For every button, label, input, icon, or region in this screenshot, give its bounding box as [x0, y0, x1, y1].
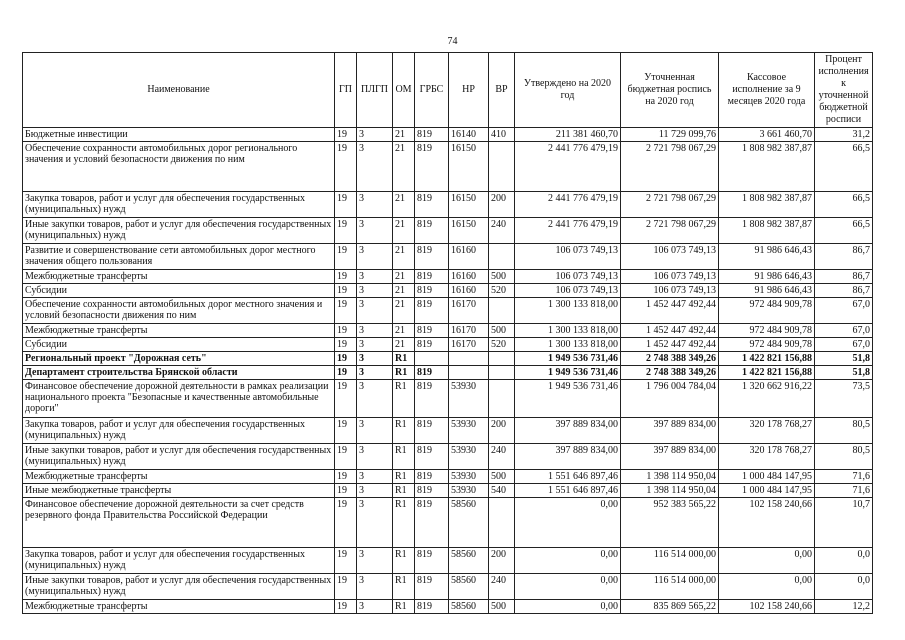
cell-om: R1 [393, 352, 415, 366]
cell-vr [489, 244, 515, 270]
cell-vr [489, 498, 515, 548]
cell-percent: 66,5 [815, 218, 873, 244]
cell-name: Субсидии [23, 284, 335, 298]
cell-percent: 10,7 [815, 498, 873, 548]
cell-vr: 540 [489, 484, 515, 498]
header-percent: Процент исполнения к уточненной бюджетной росписи [815, 53, 873, 128]
cell-plgp: 3 [357, 324, 393, 338]
cell-cash: 972 484 909,78 [719, 298, 815, 324]
cell-grbs: 819 [415, 418, 449, 444]
cell-name: Департамент строительства Брянской области [23, 366, 335, 380]
cell-grbs: 819 [415, 380, 449, 418]
cell-cash: 102 158 240,66 [719, 600, 815, 614]
cell-gp: 19 [335, 498, 357, 548]
cell-om: R1 [393, 548, 415, 574]
cell-plgp: 3 [357, 284, 393, 298]
cell-name: Бюджетные инвестиции [23, 128, 335, 142]
cell-refined: 1 452 447 492,44 [621, 298, 719, 324]
cell-nr: 58560 [449, 548, 489, 574]
cell-refined: 397 889 834,00 [621, 418, 719, 444]
cell-cash: 320 178 768,27 [719, 444, 815, 470]
cell-om: 21 [393, 298, 415, 324]
cell-vr: 240 [489, 574, 515, 600]
cell-gp: 19 [335, 574, 357, 600]
cell-name: Обеспечение сохранности автомобильных дорог регионального значения и условий безопасности движения по ним [23, 142, 335, 192]
cell-om: R1 [393, 444, 415, 470]
cell-refined: 397 889 834,00 [621, 444, 719, 470]
cell-plgp: 3 [357, 270, 393, 284]
cell-name: Обеспечение сохранности автомобильных дорог местного значения и условий безопасности движения по ним [23, 298, 335, 324]
cell-grbs [415, 352, 449, 366]
table-row [23, 192, 873, 218]
cell-nr: 16150 [449, 142, 489, 192]
cell-cash: 320 178 768,27 [719, 418, 815, 444]
table-row [23, 470, 873, 484]
cell-grbs: 819 [415, 484, 449, 498]
cell-cash: 1 000 484 147,95 [719, 470, 815, 484]
cell-percent: 71,6 [815, 484, 873, 498]
cell-plgp: 3 [357, 574, 393, 600]
cell-grbs: 819 [415, 498, 449, 548]
cell-plgp: 3 [357, 418, 393, 444]
cell-nr: 53930 [449, 444, 489, 470]
cell-gp: 19 [335, 338, 357, 352]
cell-cash: 0,00 [719, 548, 815, 574]
cell-plgp: 3 [357, 484, 393, 498]
cell-vr: 240 [489, 444, 515, 470]
cell-refined: 2 721 798 067,29 [621, 218, 719, 244]
cell-cash: 0,00 [719, 574, 815, 600]
cell-plgp: 3 [357, 142, 393, 192]
cell-vr [489, 380, 515, 418]
cell-approved: 0,00 [515, 574, 621, 600]
cell-approved: 0,00 [515, 600, 621, 614]
cell-om: 21 [393, 244, 415, 270]
cell-cash: 1 808 982 387,87 [719, 218, 815, 244]
header-vr: ВР [489, 53, 515, 128]
cell-cash: 972 484 909,78 [719, 338, 815, 352]
cell-nr: 16160 [449, 244, 489, 270]
cell-gp: 19 [335, 298, 357, 324]
cell-name: Иные межбюджетные трансферты [23, 484, 335, 498]
cell-nr: 16160 [449, 270, 489, 284]
cell-gp: 19 [335, 128, 357, 142]
header-plgp: ПЛГП [357, 53, 393, 128]
cell-approved: 2 441 776 479,19 [515, 142, 621, 192]
cell-om: R1 [393, 380, 415, 418]
cell-refined: 835 869 565,22 [621, 600, 719, 614]
cell-percent: 51,8 [815, 352, 873, 366]
table-row [23, 338, 873, 352]
cell-grbs: 819 [415, 470, 449, 484]
cell-gp: 19 [335, 600, 357, 614]
cell-om: 21 [393, 128, 415, 142]
cell-name: Межбюджетные трансферты [23, 324, 335, 338]
cell-nr: 16140 [449, 128, 489, 142]
cell-approved: 0,00 [515, 498, 621, 548]
table-row [23, 218, 873, 244]
table-row [23, 444, 873, 470]
table-row [23, 484, 873, 498]
cell-grbs: 819 [415, 128, 449, 142]
cell-cash: 1 422 821 156,88 [719, 352, 815, 366]
cell-om: 21 [393, 324, 415, 338]
cell-percent: 66,5 [815, 142, 873, 192]
cell-grbs: 819 [415, 366, 449, 380]
cell-vr [489, 142, 515, 192]
table-row [23, 324, 873, 338]
table-row [23, 380, 873, 418]
cell-vr: 500 [489, 324, 515, 338]
cell-grbs: 819 [415, 192, 449, 218]
cell-refined: 116 514 000,00 [621, 574, 719, 600]
cell-gp: 19 [335, 352, 357, 366]
page-number: 74 [447, 36, 458, 47]
cell-cash: 1 320 662 916,22 [719, 380, 815, 418]
cell-grbs: 819 [415, 338, 449, 352]
cell-name: Иные закупки товаров, работ и услуг для обеспечения государственных (муниципальных) нужд [23, 574, 335, 600]
cell-gp: 19 [335, 192, 357, 218]
header-approved: Утверждено на 2020 год [515, 53, 621, 128]
cell-refined: 1 452 447 492,44 [621, 338, 719, 352]
cell-cash: 91 986 646,43 [719, 270, 815, 284]
cell-refined: 2 748 388 349,26 [621, 366, 719, 380]
cell-nr: 16150 [449, 192, 489, 218]
cell-gp: 19 [335, 284, 357, 298]
cell-plgp: 3 [357, 366, 393, 380]
cell-gp: 19 [335, 418, 357, 444]
header-name: Наименование [23, 53, 335, 128]
cell-gp: 19 [335, 484, 357, 498]
cell-plgp: 3 [357, 498, 393, 548]
cell-name: Субсидии [23, 338, 335, 352]
cell-grbs: 819 [415, 444, 449, 470]
cell-percent: 80,5 [815, 418, 873, 444]
cell-plgp: 3 [357, 352, 393, 366]
cell-nr: 53930 [449, 380, 489, 418]
cell-refined: 116 514 000,00 [621, 548, 719, 574]
cell-grbs: 819 [415, 548, 449, 574]
cell-vr: 200 [489, 418, 515, 444]
cell-refined: 11 729 099,76 [621, 128, 719, 142]
cell-grbs: 819 [415, 218, 449, 244]
cell-vr: 500 [489, 600, 515, 614]
cell-om: R1 [393, 574, 415, 600]
cell-percent: 67,0 [815, 298, 873, 324]
cell-approved: 1 300 133 818,00 [515, 338, 621, 352]
table-row [23, 418, 873, 444]
cell-grbs: 819 [415, 574, 449, 600]
cell-cash: 3 661 460,70 [719, 128, 815, 142]
cell-vr: 410 [489, 128, 515, 142]
header-om: ОМ [393, 53, 415, 128]
cell-cash: 1 808 982 387,87 [719, 192, 815, 218]
cell-refined: 106 073 749,13 [621, 244, 719, 270]
cell-approved: 397 889 834,00 [515, 418, 621, 444]
cell-om: R1 [393, 470, 415, 484]
cell-grbs: 819 [415, 284, 449, 298]
cell-name: Закупка товаров, работ и услуг для обеспечения государственных (муниципальных) нужд [23, 548, 335, 574]
cell-nr: 53930 [449, 484, 489, 498]
cell-percent: 67,0 [815, 338, 873, 352]
cell-nr: 16150 [449, 218, 489, 244]
cell-cash: 1 808 982 387,87 [719, 142, 815, 192]
cell-nr: 16170 [449, 338, 489, 352]
cell-refined: 2 721 798 067,29 [621, 142, 719, 192]
cell-approved: 211 381 460,70 [515, 128, 621, 142]
table-row [23, 298, 873, 324]
cell-vr: 240 [489, 218, 515, 244]
cell-approved: 106 073 749,13 [515, 244, 621, 270]
cell-name: Финансовое обеспечение дорожной деятельности в рамках реализации национального проекта "Безопасные и качественные автомобильные дороги" [23, 380, 335, 418]
cell-approved: 1 949 536 731,46 [515, 366, 621, 380]
cell-plgp: 3 [357, 548, 393, 574]
cell-refined: 1 796 004 784,04 [621, 380, 719, 418]
cell-percent: 66,5 [815, 192, 873, 218]
cell-grbs: 819 [415, 142, 449, 192]
cell-name: Финансовое обеспечение дорожной деятельности за счет средств резервного фонда Правительства Российской Федерации [23, 498, 335, 548]
cell-refined: 1 398 114 950,04 [621, 470, 719, 484]
cell-om: R1 [393, 498, 415, 548]
table-row [23, 366, 873, 380]
cell-approved: 1 949 536 731,46 [515, 380, 621, 418]
cell-vr: 200 [489, 548, 515, 574]
cell-name: Межбюджетные трансферты [23, 270, 335, 284]
cell-approved: 2 441 776 479,19 [515, 218, 621, 244]
cell-percent: 71,6 [815, 470, 873, 484]
cell-percent: 67,0 [815, 324, 873, 338]
cell-gp: 19 [335, 470, 357, 484]
cell-refined: 2 721 798 067,29 [621, 192, 719, 218]
cell-name: Закупка товаров, работ и услуг для обеспечения государственных (муниципальных) нужд [23, 418, 335, 444]
cell-om: 21 [393, 338, 415, 352]
table-row [23, 142, 873, 192]
cell-om: 21 [393, 218, 415, 244]
cell-percent: 80,5 [815, 444, 873, 470]
cell-plgp: 3 [357, 338, 393, 352]
cell-refined: 1 398 114 950,04 [621, 484, 719, 498]
cell-nr: 16160 [449, 284, 489, 298]
cell-gp: 19 [335, 270, 357, 284]
cell-approved: 2 441 776 479,19 [515, 192, 621, 218]
cell-refined: 1 452 447 492,44 [621, 324, 719, 338]
cell-vr: 500 [489, 270, 515, 284]
table-row [23, 574, 873, 600]
cell-gp: 19 [335, 142, 357, 192]
cell-nr: 53930 [449, 418, 489, 444]
table-row [23, 128, 873, 142]
cell-plgp: 3 [357, 600, 393, 614]
cell-plgp: 3 [357, 298, 393, 324]
cell-cash: 91 986 646,43 [719, 244, 815, 270]
cell-name: Иные закупки товаров, работ и услуг для обеспечения государственных (муниципальных) нужд [23, 218, 335, 244]
cell-approved: 106 073 749,13 [515, 284, 621, 298]
cell-plgp: 3 [357, 192, 393, 218]
header-refined: Уточненная бюджетная роспись на 2020 год [621, 53, 719, 128]
cell-cash: 1 000 484 147,95 [719, 484, 815, 498]
cell-refined: 952 383 565,22 [621, 498, 719, 548]
cell-percent: 86,7 [815, 244, 873, 270]
cell-gp: 19 [335, 324, 357, 338]
header-nr: НР [449, 53, 489, 128]
cell-percent: 86,7 [815, 284, 873, 298]
cell-om: 21 [393, 192, 415, 218]
table-row [23, 548, 873, 574]
cell-approved: 1 551 646 897,46 [515, 484, 621, 498]
cell-vr [489, 352, 515, 366]
cell-plgp: 3 [357, 218, 393, 244]
table-row [23, 352, 873, 366]
cell-plgp: 3 [357, 470, 393, 484]
cell-nr: 58560 [449, 574, 489, 600]
cell-approved: 106 073 749,13 [515, 270, 621, 284]
cell-cash: 91 986 646,43 [719, 284, 815, 298]
cell-gp: 19 [335, 366, 357, 380]
cell-plgp: 3 [357, 444, 393, 470]
cell-cash: 972 484 909,78 [719, 324, 815, 338]
cell-gp: 19 [335, 444, 357, 470]
cell-approved: 1 949 536 731,46 [515, 352, 621, 366]
cell-cash: 1 422 821 156,88 [719, 366, 815, 380]
cell-vr: 500 [489, 470, 515, 484]
cell-om: R1 [393, 418, 415, 444]
table-row [23, 498, 873, 548]
cell-vr: 520 [489, 338, 515, 352]
cell-gp: 19 [335, 380, 357, 418]
cell-gp: 19 [335, 244, 357, 270]
cell-percent: 73,5 [815, 380, 873, 418]
table-row [23, 284, 873, 298]
cell-plgp: 3 [357, 128, 393, 142]
cell-approved: 1 551 646 897,46 [515, 470, 621, 484]
cell-grbs: 819 [415, 244, 449, 270]
cell-om: 21 [393, 284, 415, 298]
cell-om: R1 [393, 600, 415, 614]
header-cash: Кассовое исполнение за 9 месяцев 2020 года [719, 53, 815, 128]
cell-nr [449, 366, 489, 380]
cell-nr [449, 352, 489, 366]
cell-nr: 58560 [449, 498, 489, 548]
cell-plgp: 3 [357, 244, 393, 270]
table-row [23, 244, 873, 270]
cell-vr [489, 366, 515, 380]
cell-om: 21 [393, 270, 415, 284]
cell-nr: 16170 [449, 298, 489, 324]
table-header-row [23, 53, 873, 128]
cell-percent: 12,2 [815, 600, 873, 614]
cell-grbs: 819 [415, 270, 449, 284]
cell-plgp: 3 [357, 380, 393, 418]
cell-om: R1 [393, 366, 415, 380]
cell-percent: 86,7 [815, 270, 873, 284]
cell-name: Иные закупки товаров, работ и услуг для обеспечения государственных (муниципальных) нужд [23, 444, 335, 470]
cell-om: 21 [393, 142, 415, 192]
cell-vr: 200 [489, 192, 515, 218]
cell-approved: 397 889 834,00 [515, 444, 621, 470]
cell-name: Региональный проект "Дорожная сеть" [23, 352, 335, 366]
cell-refined: 106 073 749,13 [621, 270, 719, 284]
cell-name: Закупка товаров, работ и услуг для обеспечения государственных (муниципальных) нужд [23, 192, 335, 218]
table-row [23, 270, 873, 284]
budget-table [22, 52, 873, 614]
cell-percent: 0,0 [815, 574, 873, 600]
cell-approved: 1 300 133 818,00 [515, 298, 621, 324]
cell-name: Межбюджетные трансферты [23, 600, 335, 614]
header-grbs: ГРБС [415, 53, 449, 128]
cell-refined: 2 748 388 349,26 [621, 352, 719, 366]
cell-grbs: 819 [415, 298, 449, 324]
cell-nr: 16170 [449, 324, 489, 338]
cell-vr: 520 [489, 284, 515, 298]
cell-grbs: 819 [415, 324, 449, 338]
cell-cash: 102 158 240,66 [719, 498, 815, 548]
cell-vr [489, 298, 515, 324]
cell-percent: 51,8 [815, 366, 873, 380]
table-body [23, 128, 873, 614]
cell-approved: 1 300 133 818,00 [515, 324, 621, 338]
cell-percent: 0,0 [815, 548, 873, 574]
cell-nr: 53930 [449, 470, 489, 484]
cell-name: Межбюджетные трансферты [23, 470, 335, 484]
cell-name: Развитие и совершенствование сети автомобильных дорог местного значения общего пользования [23, 244, 335, 270]
header-gp: ГП [335, 53, 357, 128]
cell-percent: 31,2 [815, 128, 873, 142]
table-row [23, 600, 873, 614]
cell-gp: 19 [335, 548, 357, 574]
cell-om: R1 [393, 484, 415, 498]
cell-grbs: 819 [415, 600, 449, 614]
cell-gp: 19 [335, 218, 357, 244]
cell-nr: 58560 [449, 600, 489, 614]
cell-refined: 106 073 749,13 [621, 284, 719, 298]
cell-approved: 0,00 [515, 548, 621, 574]
